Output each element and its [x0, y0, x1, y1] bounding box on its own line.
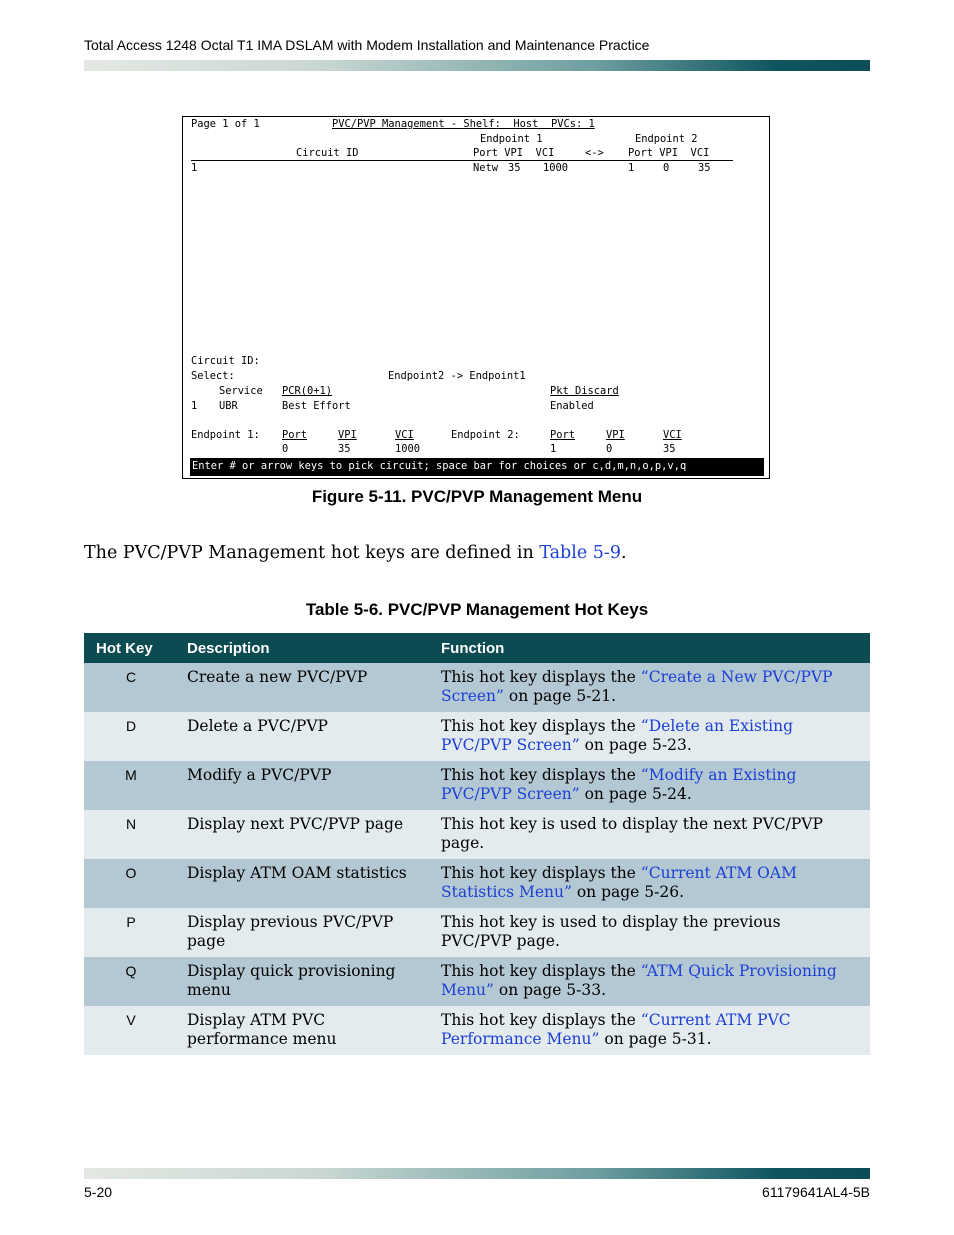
hot-key-cell: M — [84, 761, 178, 810]
ep2-vpi-value[interactable]: 0 — [606, 443, 613, 455]
service-label: Service — [219, 385, 263, 397]
ep2-port-header: Port — [550, 429, 576, 441]
header-description: Description — [178, 633, 434, 663]
function-page: on page 5-24. — [579, 785, 692, 803]
running-header: Total Access 1248 Octal T1 IMA DSLAM with Modem Installation and Maintenance Practice — [84, 37, 650, 53]
function-text: This hot key displays the — [441, 668, 641, 686]
function-link[interactable]: “Create a New PVC/PVP Screen” — [441, 668, 833, 705]
table-row — [84, 859, 870, 908]
ep1-vci: 1000 — [543, 162, 569, 174]
description-cell: Display quick provisioning menu — [178, 957, 434, 1006]
service-value[interactable]: UBR — [219, 400, 238, 412]
function-text: This hot key displays the — [441, 1011, 641, 1029]
table-header-row — [84, 633, 870, 663]
footer-rule — [84, 1168, 870, 1179]
function-cell — [434, 859, 870, 908]
description-cell: Display ATM OAM statistics — [178, 859, 434, 908]
detail-number: 1 — [191, 400, 198, 412]
intro-text: The PVC/PVP Management hot keys are defined in — [84, 543, 540, 563]
function-cell — [434, 810, 870, 859]
table-row — [84, 712, 870, 761]
pcr-label: PCR(0+1) — [282, 385, 333, 397]
endpoint1-label: Endpoint 1: — [191, 429, 260, 441]
description-cell: Delete a PVC/PVP — [178, 712, 434, 761]
table-row — [84, 810, 870, 859]
ep2-vpi-header: VPI — [606, 429, 625, 441]
function-link[interactable]: “ATM Quick Provisioning Menu” — [441, 962, 837, 999]
table-row — [84, 908, 870, 957]
hot-key-cell: C — [84, 663, 178, 712]
ep1-vpi-value[interactable]: 35 — [338, 443, 351, 455]
ep2-port-value[interactable]: 1 — [550, 443, 557, 455]
select-label: Select: — [191, 370, 235, 382]
function-page: on page 5-21. — [503, 687, 617, 705]
hot-key-cell: O — [84, 859, 178, 908]
function-text: This hot key is used to display the next PVC/PVP page. — [441, 815, 823, 852]
page-indicator: Page 1 of 1 — [191, 118, 260, 130]
ep1-port: Netw — [473, 162, 499, 174]
ep2-vci-header: VCI — [663, 429, 682, 441]
description-cell: Display ATM PVC performance menu — [178, 1006, 434, 1055]
description-cell: Display next PVC/PVP page — [178, 810, 434, 859]
function-text: This hot key displays the — [441, 962, 641, 980]
table-row — [84, 761, 870, 810]
function-text: This hot key displays the — [441, 717, 641, 735]
function-text: This hot key displays the — [441, 864, 641, 882]
terminal-screen — [182, 116, 770, 479]
col-endpoint1-fields: Port VPI VCI — [473, 147, 555, 159]
header-hot-key: Hot Key — [84, 633, 178, 663]
function-text: This hot key is used to display the previous PVC/PVP page. — [441, 913, 781, 950]
function-link[interactable]: “Current ATM OAM Statistics Menu” — [441, 864, 797, 901]
hot-keys-table — [84, 633, 870, 1055]
table-row — [84, 1006, 870, 1055]
ep1-vpi: 35 — [508, 162, 521, 174]
function-page: on page 5-26. — [571, 883, 685, 901]
status-bar: Enter # or arrow keys to pick circuit; space bar for choices or c,d,m,n,o,p,v,q — [190, 458, 764, 476]
header-divider — [191, 160, 733, 161]
ep1-port-value[interactable]: 0 — [282, 443, 289, 455]
table-row — [84, 663, 870, 712]
circuit-id-label: Circuit ID: — [191, 355, 260, 367]
function-link[interactable]: “Modify an Existing PVC/PVP Screen” — [441, 766, 797, 803]
function-page: on page 5-33. — [493, 981, 607, 999]
endpoint2-label: Endpoint 2: — [451, 429, 520, 441]
function-text: This hot key displays the — [441, 766, 641, 784]
direction-label: Endpoint2 -> Endpoint1 — [388, 370, 526, 382]
function-page: on page 5-23. — [579, 736, 692, 754]
ep2-vpi: 0 — [663, 162, 670, 174]
figure-caption: Figure 5-11. PVC/PVP Management Menu — [311, 487, 643, 506]
ep1-vci-value[interactable]: 1000 — [395, 443, 421, 455]
ep1-port-header: Port — [282, 429, 308, 441]
screen-title: PVC/PVP Management - Shelf: Host PVCs: 1 — [332, 118, 595, 130]
pkt-discard-value[interactable]: Enabled — [550, 400, 594, 412]
description-cell: Display previous PVC/PVP page — [178, 908, 434, 957]
function-cell — [434, 663, 870, 712]
col-endpoint2-fields: Port VPI VCI — [628, 147, 710, 159]
ep1-vpi-header: VPI — [338, 429, 357, 441]
pkt-discard-label: Pkt Discard — [550, 385, 619, 397]
function-cell — [434, 908, 870, 957]
ep2-vci-value[interactable]: 35 — [663, 443, 676, 455]
hot-key-cell: V — [84, 1006, 178, 1055]
page-number: 5-20 — [84, 1184, 113, 1200]
intro-paragraph — [84, 543, 627, 563]
intro-end: . — [620, 543, 627, 563]
header-rule — [84, 60, 870, 71]
function-cell — [434, 957, 870, 1006]
hot-key-cell: D — [84, 712, 178, 761]
function-page: on page 5-31. — [599, 1030, 712, 1048]
hot-key-cell: P — [84, 908, 178, 957]
function-link[interactable]: “Current ATM PVC Performance Menu” — [441, 1011, 791, 1048]
col-arrow: <-> — [585, 147, 604, 159]
ep1-vci-header: VCI — [395, 429, 414, 441]
ep2-vci: 35 — [698, 162, 711, 174]
description-cell: Create a new PVC/PVP — [178, 663, 434, 712]
header-function: Function — [434, 633, 870, 663]
ep2-port: 1 — [628, 162, 635, 174]
endpoint1-heading: Endpoint 1 — [480, 133, 543, 145]
table-link[interactable]: Table 5-9 — [539, 543, 621, 563]
table-caption: Table 5-6. PVC/PVP Management Hot Keys — [305, 600, 649, 619]
function-cell — [434, 1006, 870, 1055]
document-number: 61179641AL4-5B — [762, 1184, 870, 1200]
table-row — [84, 957, 870, 1006]
function-cell — [434, 712, 870, 761]
hot-key-cell: Q — [84, 957, 178, 1006]
function-link[interactable]: “Delete an Existing PVC/PVP Screen” — [441, 717, 793, 754]
circuit-number: 1 — [191, 162, 198, 174]
hot-key-cell: N — [84, 810, 178, 859]
endpoint2-heading: Endpoint 2 — [635, 133, 698, 145]
pcr-value[interactable]: Best Effort — [282, 400, 351, 412]
col-circuit-id: Circuit ID — [296, 147, 359, 159]
description-cell: Modify a PVC/PVP — [178, 761, 434, 810]
function-cell — [434, 761, 870, 810]
